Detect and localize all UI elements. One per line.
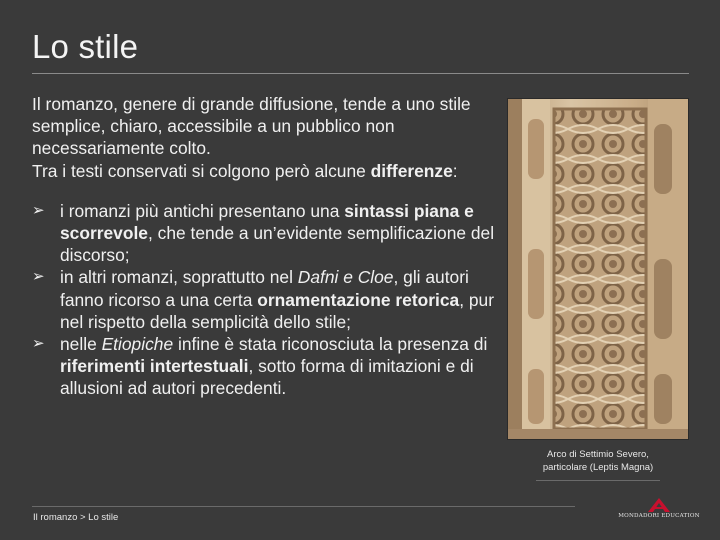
bullet-3-mid: infine è stata riconosciuta la presenza di [173, 334, 488, 355]
caption-line-2: particolare (Leptis Magna) [542, 462, 654, 473]
arrow-bullet-icon: ➢ [32, 268, 45, 286]
mondadori-a-icon [648, 498, 670, 512]
bullet-2-text: in altri romanzi, soprattutto nel [60, 267, 298, 288]
bullet-list [32, 200, 507, 400]
bullet-3-text: nelle [60, 334, 102, 355]
bullet-item-1 [32, 200, 507, 267]
bullet-2-bold: ornamentazione retorica [257, 289, 460, 310]
carved-pilaster-illustration [508, 99, 688, 439]
intro-2-bold: differenze [370, 160, 453, 181]
caption-divider [536, 480, 660, 481]
bullet-item-2 [32, 266, 507, 333]
bullet-2-mid: , gli autori fanno ricorso a una certa [60, 267, 469, 310]
bullet-2-end: , pur nel rispetto della semplicità dello stile; [60, 289, 495, 332]
footer-divider [32, 506, 575, 507]
arch-relief-image [508, 99, 688, 439]
intro-2-end: : [452, 160, 458, 181]
slide-title: Lo stile [32, 28, 139, 65]
bullet-2-italic: Dafni e Cloe [297, 267, 394, 288]
intro-paragraph-1: Il romanzo, genere di grande diffusione, tende a uno stile semplice, chiaro, accessibile a un pubblico non necessariamente colto. [32, 94, 471, 159]
bullet-1-bold: sintassi piana e scorrevole [60, 200, 474, 244]
bullet-1-end: , che tende a un’evidente semplificazione del discorso; [60, 223, 495, 266]
logo-text: MONDADORI EDUCATION [618, 513, 700, 519]
publisher-logo [617, 498, 701, 524]
title-divider [32, 73, 689, 74]
bullet-3-italic: Etiopiche [101, 334, 174, 355]
bullet-3-bold: riferimenti intertestuali [60, 356, 249, 377]
intro-paragraph-2 [32, 160, 507, 182]
footer-breadcrumb: Il romanzo > Lo stile [33, 512, 119, 523]
bullet-1-text: i romanzi più antichi presentano una [60, 200, 345, 221]
intro-2-text: Tra i testi conservati si colgono però alcune [32, 160, 371, 181]
bullet-item-3 [32, 333, 507, 400]
arrow-bullet-icon: ➢ [32, 335, 45, 353]
slide-body [32, 93, 507, 400]
arrow-bullet-icon: ➢ [32, 201, 45, 219]
caption-line-1: Arco di Settimio Severo, [547, 449, 649, 460]
image-caption [520, 448, 676, 474]
bullet-3-end: , sotto forma di imitazioni e di allusioni ad autori precedenti. [60, 356, 474, 399]
